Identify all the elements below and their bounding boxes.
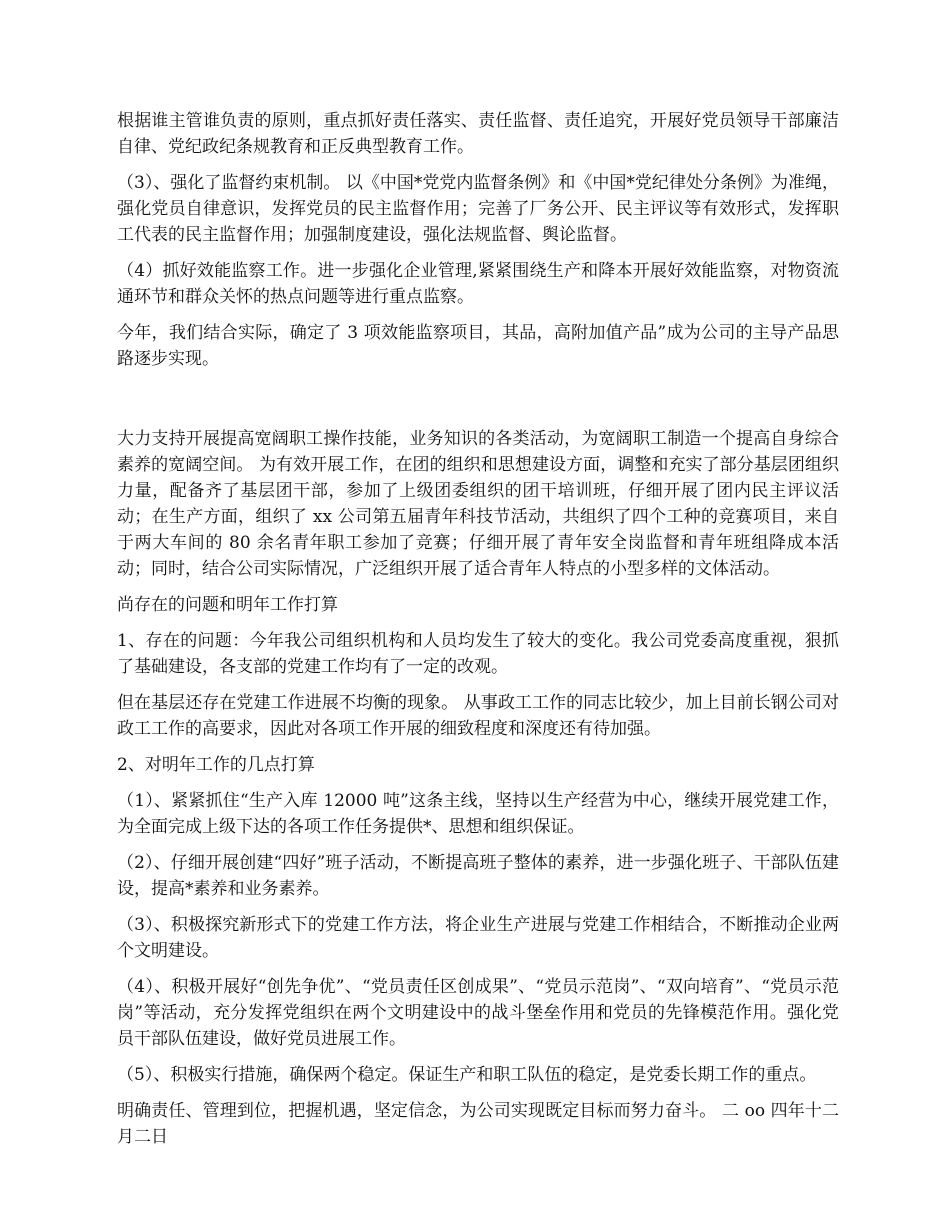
paragraph-efficiency-supervision: （4）抓好效能监察工作。进一步强化企业管理,紧紧围绕生产和降本开展好效能监察，对物资流通环节和群众关怀的热点问题等进行重点监察。 [117, 261, 839, 307]
paragraph-supervision-mechanism: （3）、强化了监督约束机制。 以《中国*党党内监督条例》和《中国*党纪律处分条例》为准绳，强化党员自律意识，发挥党员的民主监督作用；完善了厂务公开、民主评议等有效形式，发挥职工代表的民主监督作用；加强制度建设，强化法规监督、舆论监督。 [117, 173, 839, 245]
plan-item-1: （1）、紧紧抓住“生产入库 12000 吨”这条主线，坚持以生产经营为中心，继续开展党建工作，为全面完成上级下达的各项工作任务提供*、思想和组织保证。 [117, 791, 839, 837]
plan-item-5: （5）、积极实行措施，确保两个稳定。保证生产和职工队伍的稳定，是党委长期工作的重点。 [117, 1065, 817, 1085]
paragraph-grassroots-imbalance: 但在基层还存在党建工作进展不均衡的现象。 从事政工工作的同志比较少，加上目前长钢公司对政工工作的高要求，因此对各项工作开展的细致程度和深度还有待加强。 [117, 693, 839, 739]
paragraph-existing-problems: 1、存在的问题：今年我公司组织机构和人员均发生了较大的变化。我公司党委高度重视，狠抓了基础建设，各支部的党建工作均有了一定的改观。 [117, 631, 839, 677]
paragraph-supervision-projects: 今年，我们结合实际，确定了 3 项效能监察项目，其品，高附加值产品”成为公司的主导产品思路逐步实现。 [117, 323, 839, 369]
document-body [117, 108, 839, 1160]
section-heading-problems-plans: 尚存在的问题和明年工作打算 [117, 595, 338, 615]
closing-paragraph-date: 明确责任、管理到位，把握机遇，坚定信念，为公司实现既定目标而努力奋斗。 二 oo 四年十二月二日 [117, 1101, 839, 1147]
paragraph-responsibility: 根据谁主管谁负责的原则，重点抓好责任落实、责任监督、责任追究，开展好党员领导干部廉洁自律、党纪政纪条规教育和正反典型教育工作。 [117, 111, 839, 157]
paragraph-youth-activities: 大力支持开展提高宽阔职工操作技能，业务知识的各类活动，为宽阔职工制造一个提高自身综合素养的宽阔空间。 为有效开展工作，在团的组织和思想建设方面，调整和充实了部分基层团组织力量，配备齐了基层团干部，参加了上级团委组织的团干培训班，仔细开展了团内民主评议活动；在生产方面，组织了 xx 公司第五届青年科技节活动，共组织了四个工种的竞赛项目，来自于两大车间的 80 余名青年职工参加了竞赛；仔细开展了青年安全岗监督和青年班组降成本活动；同时，结合公司实际情况，广泛组织开展了适合青年人特点的小型多样的文体活动。 [117, 429, 839, 579]
plan-item-2: （2）、仔细开展创建“四好”班子活动，不断提高班子整体的素养，进一步强化班子、干部队伍建设，提高*素养和业务素养。 [117, 853, 839, 899]
plan-item-3: （3）、积极探究新形式下的党建工作方法，将企业生产进展与党建工作相结合，不断推动企业两个文明建设。 [117, 915, 839, 961]
paragraph-gap [117, 382, 839, 426]
plan-item-4: （4）、积极开展好“创先争优”、“党员责任区创成果”、“党员示范岗”、“双向培育”、“党员示范岗”等活动，充分发挥党组织在两个文明建设中的战斗堡垒作用和党员的先锋模范作用。强化党员干部队伍建设，做好党员进展工作。 [117, 977, 839, 1049]
subheading-next-year-plans: 2、对明年工作的几点打算 [117, 755, 315, 775]
